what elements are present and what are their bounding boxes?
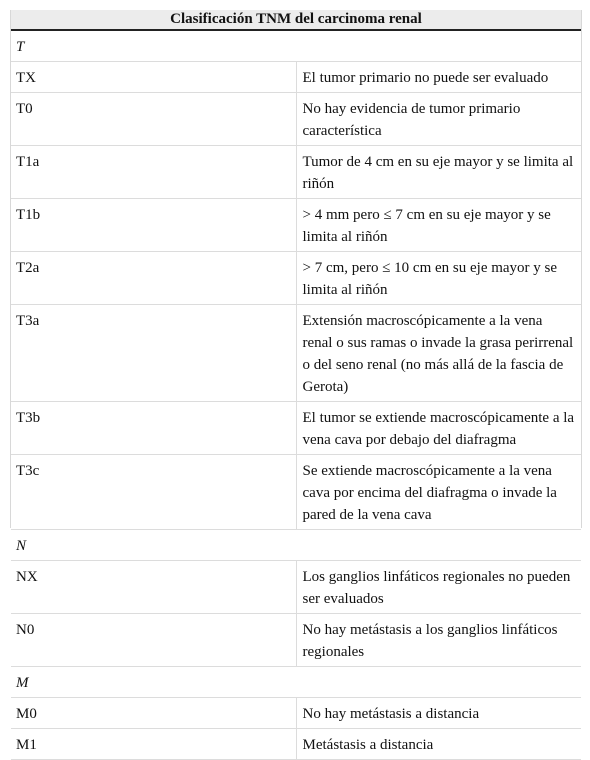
stage-code: T1a	[11, 146, 296, 199]
table-body	[11, 30, 581, 760]
stage-code: M0	[11, 698, 296, 729]
section-row-t	[11, 30, 581, 62]
stage-code: T3c	[11, 455, 296, 530]
table-row	[11, 146, 581, 199]
stage-code: T3a	[11, 305, 296, 402]
table-row	[11, 614, 581, 667]
stage-code: N0	[11, 614, 296, 667]
stage-description: Los ganglios linfáticos regionales no pueden ser evaluados	[296, 561, 581, 614]
table-row	[11, 402, 581, 455]
table-row	[11, 62, 581, 93]
section-label: N	[11, 530, 581, 561]
stage-description: > 7 cm, pero ≤ 10 cm en su eje mayor y se limita al riñón	[296, 252, 581, 305]
table-row	[11, 93, 581, 146]
stage-description: No hay evidencia de tumor primario característica	[296, 93, 581, 146]
stage-description: Extensión macroscópicamente a la vena renal o sus ramas o invade la grasa perirrenal o del seno renal (no más allá de la fascia de Gerota)	[296, 305, 581, 402]
stage-code: M1	[11, 729, 296, 760]
table-title: Clasificación TNM del carcinoma renal	[11, 10, 581, 30]
stage-code: T1b	[11, 199, 296, 252]
table-row	[11, 455, 581, 530]
table-title-row	[11, 10, 581, 30]
section-row-n	[11, 530, 581, 561]
table-row	[11, 698, 581, 729]
stage-description: No hay metástasis a distancia	[296, 698, 581, 729]
tnm-table-container	[10, 10, 582, 753]
tnm-classification-table	[11, 10, 581, 760]
stage-description: > 4 mm pero ≤ 7 cm en su eje mayor y se limita al riñón	[296, 199, 581, 252]
table-row	[11, 561, 581, 614]
stage-description: El tumor se extiende macroscópicamente a la vena cava por debajo del diafragma	[296, 402, 581, 455]
stage-code: T0	[11, 93, 296, 146]
stage-description: El tumor primario no puede ser evaluado	[296, 62, 581, 93]
table-row	[11, 729, 581, 760]
table-row	[11, 199, 581, 252]
stage-description: No hay metástasis a los ganglios linfáticos regionales	[296, 614, 581, 667]
stage-code: T3b	[11, 402, 296, 455]
section-label: T	[11, 30, 581, 62]
stage-description: Tumor de 4 cm en su eje mayor y se limita al riñón	[296, 146, 581, 199]
stage-description: Se extiende macroscópicamente a la vena cava por encima del diafragma o invade la pared de la vena cava	[296, 455, 581, 530]
stage-code: TX	[11, 62, 296, 93]
section-row-m	[11, 667, 581, 698]
table-row	[11, 305, 581, 402]
table-row	[11, 252, 581, 305]
section-label: M	[11, 667, 581, 698]
stage-code: T2a	[11, 252, 296, 305]
stage-code: NX	[11, 561, 296, 614]
stage-description: Metástasis a distancia	[296, 729, 581, 760]
